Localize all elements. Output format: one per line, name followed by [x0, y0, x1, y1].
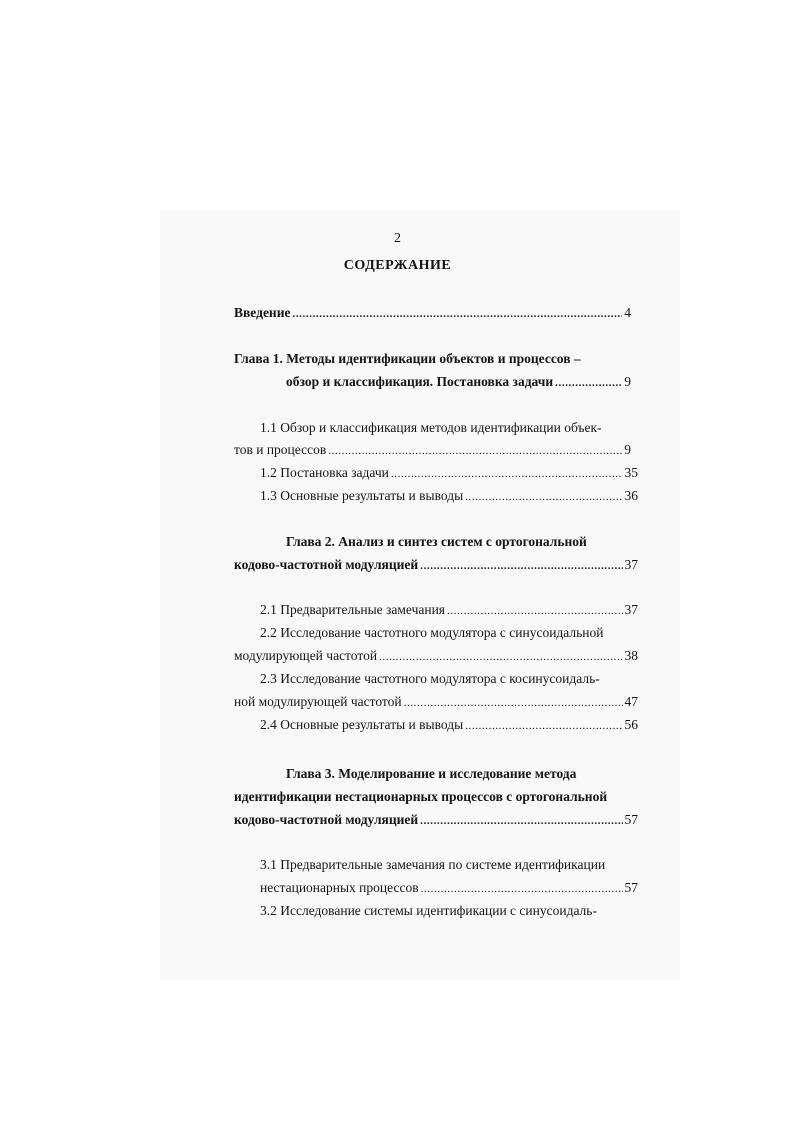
dot-leader: [391, 465, 623, 483]
toc-entry-section-3-1[interactable]: [260, 879, 638, 897]
dot-leader: [447, 602, 622, 620]
toc-entry-label: 2.4 Основные результаты и выводы: [260, 717, 464, 732]
toc-entry-label: 1.3 Основные результаты и выводы: [260, 488, 464, 503]
toc-entry-section-2-2[interactable]: [234, 647, 638, 665]
dot-leader: [465, 488, 622, 506]
toc-entry-page: 38: [624, 648, 638, 663]
section-1-1-line1: 1.1 Обзор и классификация методов идентификации объек-: [260, 420, 602, 435]
toc-entry-page: 36: [624, 488, 638, 503]
chapter3-heading-line2: идентификации нестационарных процессов с ортогональной: [234, 789, 608, 804]
toc-entry-label: 2.1 Предварительные замечания: [260, 602, 446, 617]
toc-entry-page: 47: [624, 694, 638, 709]
toc-entry-section-2-1[interactable]: [260, 601, 638, 619]
toc-entry-section-2-4[interactable]: [260, 716, 638, 734]
toc-entry-chapter1[interactable]: [286, 373, 631, 391]
dot-leader: [420, 812, 622, 830]
dot-leader: [379, 648, 622, 666]
toc-entry-label: ной модулирующей частотой: [234, 694, 402, 709]
toc-title: СОДЕРЖАНИЕ: [343, 258, 452, 273]
toc-entry-page: 4: [624, 305, 631, 320]
toc-entry-section-2-3[interactable]: [234, 693, 638, 711]
dot-leader: [421, 880, 623, 898]
dot-leader: [465, 717, 622, 735]
toc-entry-label: нестационарных процессов: [260, 880, 419, 895]
chapter1-heading-line1: Глава 1. Методы идентификации объектов и процессов –: [234, 351, 581, 366]
toc-entry-page: 37: [624, 602, 638, 617]
toc-entry-label: 1.2 Постановка задачи: [260, 465, 389, 480]
chapter2-heading-line1: Глава 2. Анализ и синтез систем с ортогональной: [286, 534, 587, 549]
toc-entry-label: тов и процессов: [234, 442, 327, 457]
dot-leader: [404, 694, 623, 712]
toc-entry-page: 9: [624, 374, 631, 389]
toc-entry-label: кодово-частотной модуляцией: [234, 557, 419, 572]
toc-entry-page: 57: [624, 812, 638, 827]
toc-entry-page: 9: [624, 442, 631, 457]
section-3-2-line1: 3.2 Исследование системы идентификации с синусоидаль-: [260, 903, 597, 918]
section-2-2-line1: 2.2 Исследование частотного модулятора с синусоидальной: [260, 625, 604, 640]
chapter3-heading-line1: Глава 3. Моделирование и исследование метода: [286, 766, 577, 781]
toc-entry-page: 56: [624, 717, 638, 732]
toc-entry-label: обзор и классификация. Постановка задачи: [286, 374, 554, 389]
toc-entry-label: кодово-частотной модуляцией: [234, 812, 419, 827]
dot-leader: [328, 442, 622, 460]
section-2-3-line1: 2.3 Исследование частотного модулятора с косинусоидаль-: [260, 671, 600, 686]
toc-entry-section-1-2[interactable]: [260, 464, 638, 482]
dot-leader: [420, 557, 622, 575]
toc-entry-label: модулирующей частотой: [234, 648, 378, 663]
toc-entry-label: Введение: [234, 305, 291, 320]
toc-entry-section-1-1[interactable]: [234, 441, 631, 459]
dot-leader: [555, 374, 622, 392]
toc-entry-page: 37: [624, 557, 638, 572]
toc-entry-chapter2[interactable]: [234, 556, 638, 574]
section-3-1-line1: 3.1 Предварительные замечания по системе идентификации: [260, 857, 606, 872]
dot-leader: [292, 305, 622, 323]
toc-entry-page: 35: [624, 465, 638, 480]
toc-entry-section-1-3[interactable]: [260, 487, 638, 505]
toc-entry-chapter3[interactable]: [234, 811, 638, 829]
page-number: 2: [394, 231, 401, 246]
toc-entry-page: 57: [624, 880, 638, 895]
toc-entry-intro[interactable]: [234, 304, 631, 322]
